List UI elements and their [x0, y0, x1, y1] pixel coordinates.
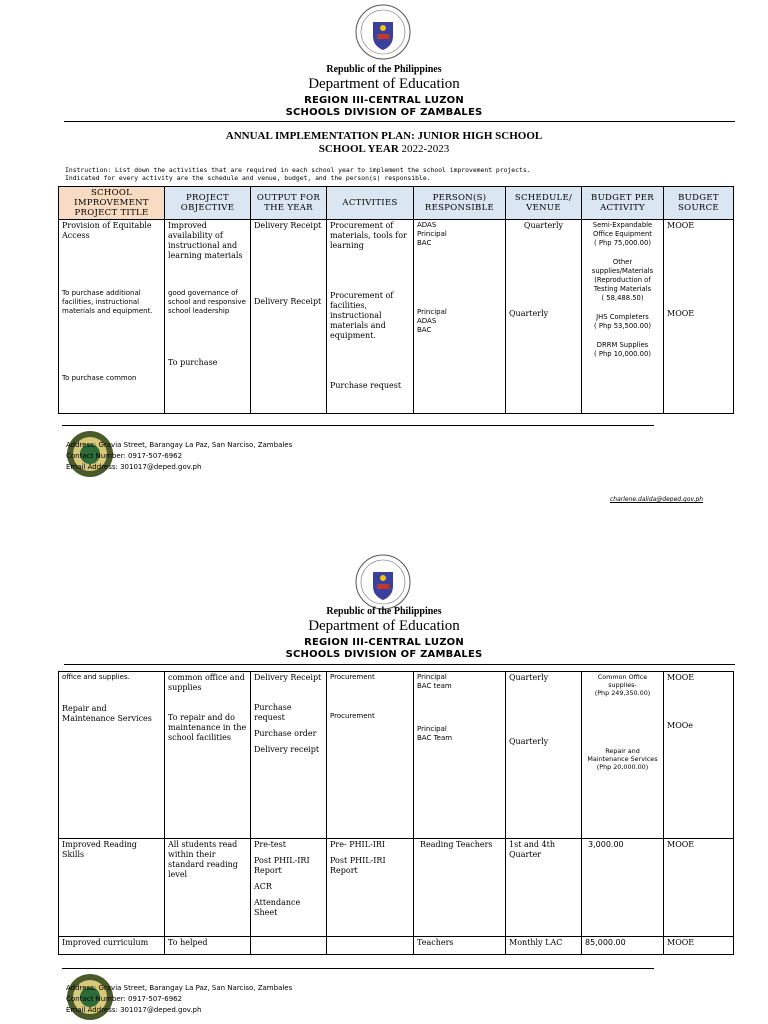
cell-title: Improved Reading Skills — [59, 839, 165, 937]
cell-activities: Procurement Procurement — [327, 672, 414, 839]
header-title: SCHOOL IMPROVEMENT PROJECT TITLE — [59, 187, 165, 220]
cell-persons: Teachers — [414, 937, 506, 955]
header-persons: PERSON(S) RESPONSIBLE — [414, 187, 506, 220]
cell-output: Delivery Receipt Delivery Receipt — [251, 220, 327, 414]
cell-source: MOOE MOOe — [664, 672, 734, 839]
footer-divider — [62, 425, 654, 426]
cell-budget: Semi-Expandable Office Equipment ( Php 75,000.00) Other supplies/Materials (Reproduction of Testing Materials ( 58,488.50) JHS Completers ( Php 53,500.00) DRRM Supplies ( Php 10,000.00) — [582, 220, 664, 414]
header-source: BUDGET SOURCE — [664, 187, 734, 220]
department-title: Department of Education — [308, 76, 460, 92]
division-text: SCHOOLS DIVISION OF ZAMBALES — [285, 649, 483, 660]
cell-persons: Reading Teachers — [414, 839, 506, 937]
cell-output: Delivery Receipt Purchase request Purchase order Delivery receipt — [251, 672, 327, 839]
republic-text: Republic of the Philippines — [326, 64, 442, 75]
cell-objective: All students read within their standard reading level — [165, 839, 251, 937]
plan-title: ANNUAL IMPLEMENTATION PLAN: JUNIOR HIGH SCHOOL — [225, 130, 543, 142]
header-schedule: SCHEDULE/ VENUE — [506, 187, 582, 220]
cell-activities: Pre- PHIL-IRI Post PHIL-IRI Report — [327, 839, 414, 937]
header-activities: ACTIVITIES — [327, 187, 414, 220]
cell-persons: Principal BAC team Principal BAC Team — [414, 672, 506, 839]
cell-objective: Improved availability of instructional and learning materials good governance of school and responsive school leadership To purchase — [165, 220, 251, 414]
school-year-line: SCHOOL YEAR 2022-2023 — [318, 143, 450, 155]
division-text: SCHOOLS DIVISION OF ZAMBALES — [285, 107, 483, 118]
cell-budget: 3,000.00 — [582, 839, 664, 937]
header-output: OUTPUT FOR THE YEAR — [251, 187, 327, 220]
header-objective: PROJECT OBJECTIVE — [165, 187, 251, 220]
instruction-text: Instruction: List down the activities that are required in each school year to implement the school improvement projects. Indicated for every activity are the schedule and venue, budget, and the person(s) responsible. — [65, 166, 531, 182]
region-text: REGION III-CENTRAL LUZON — [304, 95, 464, 106]
signature-email[interactable]: charlene.dalida@deped.gov.ph — [610, 496, 704, 503]
cell-title: Improved curriculum — [59, 937, 165, 955]
implementation-table-page2 — [58, 671, 734, 955]
header-budget: BUDGET PER ACTIVITY — [582, 187, 664, 220]
implementation-table-page1 — [58, 186, 734, 414]
cell-schedule: Quarterly Quarterly — [506, 220, 582, 414]
footer-contact: Address: Gravia Street, Barangay La Paz, San Narciso, Zambales Contact Number: 0917-507-6962 Email Address: 301017@deped.gov.ph — [66, 984, 293, 1014]
cell-output — [251, 937, 327, 955]
header-divider — [64, 664, 735, 665]
region-text: REGION III-CENTRAL LUZON — [304, 637, 464, 648]
cell-output: Pre-test Post PHIL-IRI Report ACR Attendance Sheet — [251, 839, 327, 937]
deped-seal-icon — [355, 4, 411, 60]
cell-source: MOOE MOOE — [664, 220, 734, 414]
table-row — [59, 839, 734, 937]
cell-title: office and supplies. Repair and Maintenance Services — [59, 672, 165, 839]
cell-source: MOOE — [664, 839, 734, 937]
republic-text: Republic of the Philippines — [326, 606, 442, 617]
cell-schedule: Monthly LAC — [506, 937, 582, 955]
cell-schedule: Quarterly Quarterly — [506, 672, 582, 839]
footer-divider — [62, 968, 654, 969]
cell-schedule: 1st and 4th Quarter — [506, 839, 582, 937]
table-row — [59, 937, 734, 955]
cell-budget: 85,000.00 — [582, 937, 664, 955]
cell-persons: ADAS Principal BAC Principal ADAS BAC — [414, 220, 506, 414]
cell-objective: To helped — [165, 937, 251, 955]
footer-contact: Address: Gravia Street, Barangay La Paz, San Narciso, Zambales Contact Number: 0917-507-6962 Email Address: 301017@deped.gov.ph — [66, 441, 293, 471]
cell-budget: Common Office supplies- (Php 249,350.00) Repair and Maintenance Services (Php 20,000.00) — [582, 672, 664, 839]
cell-activities — [327, 937, 414, 955]
header-divider — [64, 121, 735, 122]
table-row — [59, 672, 734, 839]
cell-title: Provision of Equitable Access To purchase additional facilities, instructional materials and equipment. To purchase common — [59, 220, 165, 414]
cell-objective: common office and supplies To repair and do maintenance in the school facilities — [165, 672, 251, 839]
cell-activities: Procurement of materials, tools for learning Procurement of facilities, instructional materials and equipment. Purchase request — [327, 220, 414, 414]
cell-source: MOOE — [664, 937, 734, 955]
table-row — [59, 220, 734, 414]
deped-seal-icon — [355, 554, 411, 610]
department-title: Department of Education — [308, 618, 460, 634]
